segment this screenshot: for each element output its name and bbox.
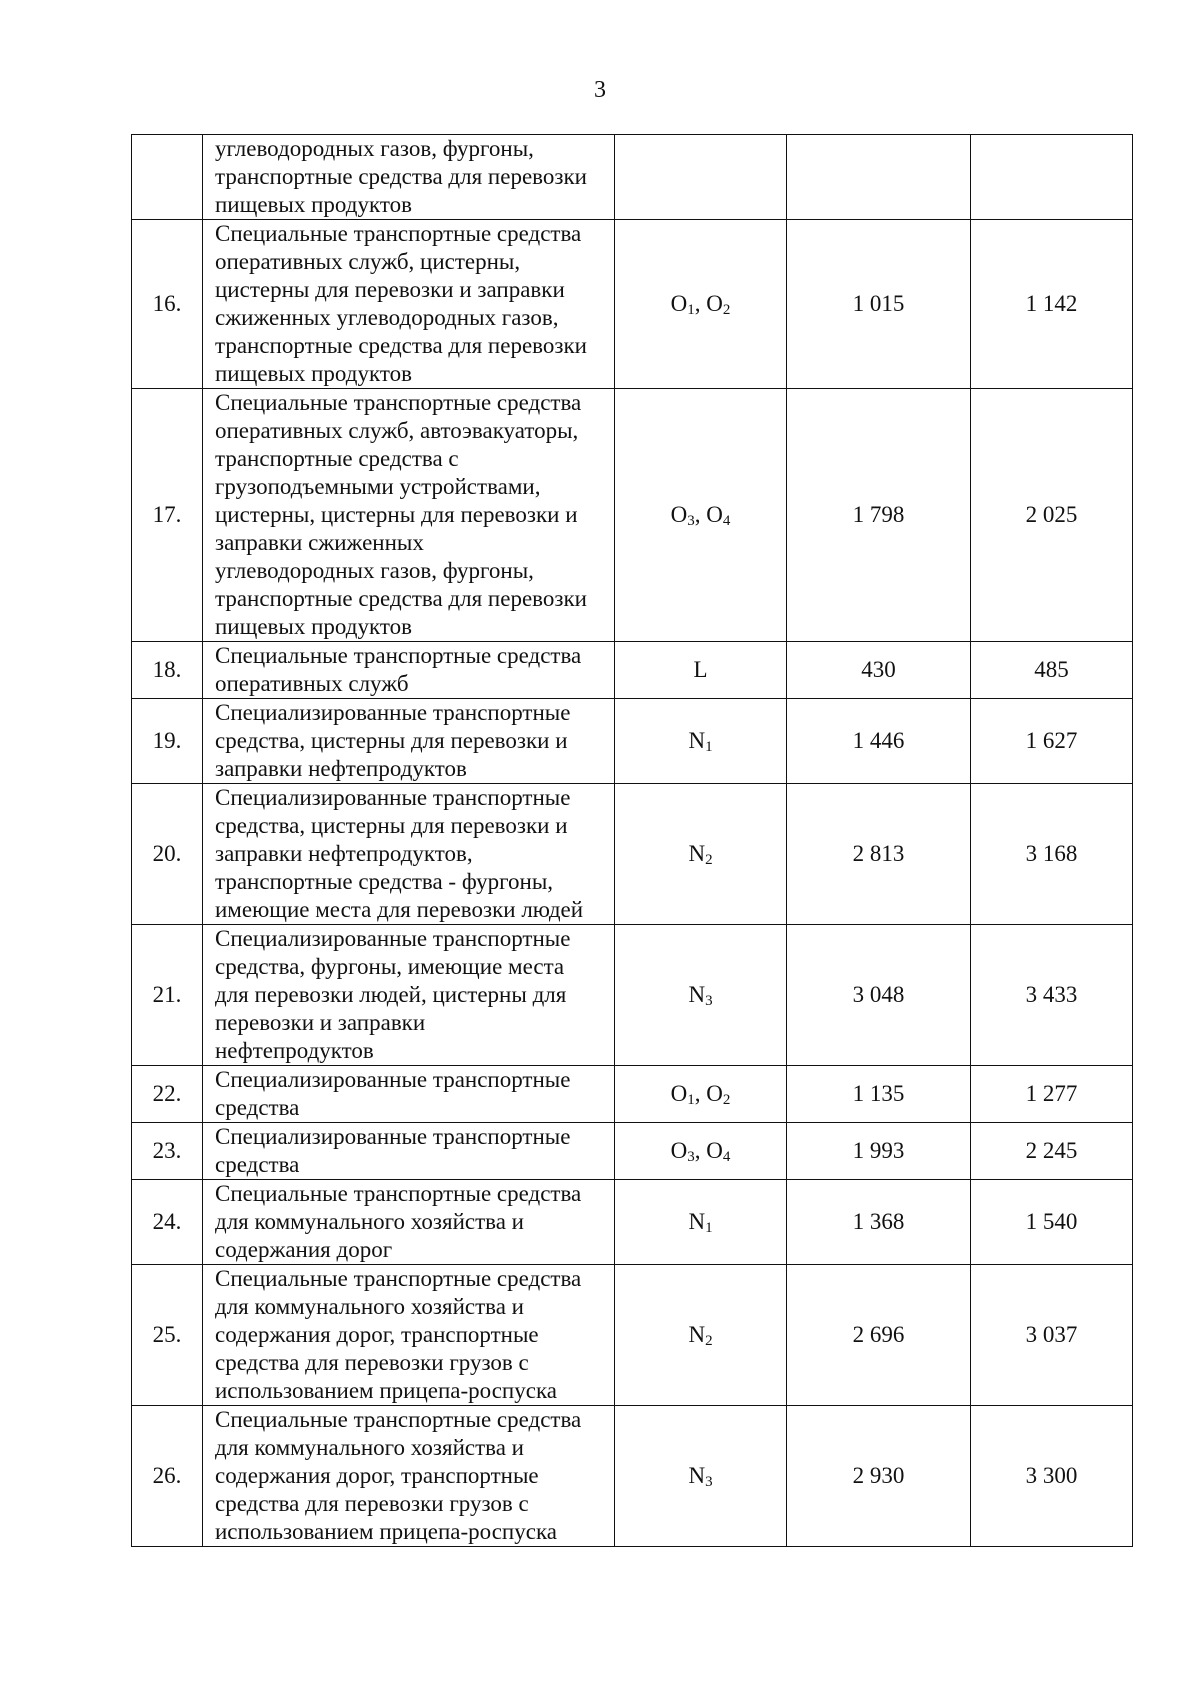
category-subscript: 1: [687, 302, 695, 318]
category-subscript: 1: [705, 739, 713, 755]
category-subscript: 2: [722, 302, 731, 318]
vehicle-type-cell: [203, 1123, 615, 1180]
category-subscript: 1: [705, 1220, 713, 1236]
table-row: [132, 1265, 1133, 1406]
vehicle-type-line: оперативных служб, цистерны,: [215, 249, 521, 274]
value-cell-1: 3 048: [787, 925, 971, 1066]
category-letter: N: [688, 982, 706, 1007]
value-cell-2: 2 245: [971, 1123, 1133, 1180]
vehicle-type-line: средства: [215, 1095, 300, 1120]
vehicle-type-cell: [203, 784, 615, 925]
value-cell-2: [971, 135, 1133, 220]
vehicle-type-line: средства, цистерны для перевозки и: [215, 728, 568, 753]
row-number-cell: [132, 135, 203, 220]
vehicle-type-line: заправки нефтепродуктов,: [215, 841, 473, 866]
value-cell-2: 2 025: [971, 389, 1133, 642]
vehicle-type-line: транспортные средства - фургоны,: [215, 869, 554, 894]
vehicle-type-line: транспортные средства для перевозки: [215, 333, 587, 358]
vehicle-type-cell: [203, 135, 615, 220]
row-number-cell: 16.: [132, 220, 203, 389]
vehicle-type-line: оперативных служб, автоэвакуаторы,: [215, 418, 579, 443]
category-letter: N: [688, 841, 706, 866]
category-letter: O: [670, 1081, 688, 1106]
value-cell-1: 1 015: [787, 220, 971, 389]
category-subscript: 4: [722, 1149, 731, 1165]
value-cell-1: 1 993: [787, 1123, 971, 1180]
category-cell: [615, 925, 787, 1066]
row-number-cell: 23.: [132, 1123, 203, 1180]
category-cell: [615, 135, 787, 220]
table-row: [132, 389, 1133, 642]
vehicle-type-line: Специализированные транспортные: [215, 700, 571, 725]
vehicle-type-line: средства, фургоны, имеющие места: [215, 954, 565, 979]
vehicle-type-line: оперативных служб: [215, 671, 409, 696]
category-letter: N: [688, 1463, 706, 1488]
value-cell-2: 3 037: [971, 1265, 1133, 1406]
vehicle-type-line: заправки сжиженных: [215, 530, 424, 555]
category-letter: O: [706, 1138, 723, 1163]
category-subscript: 3: [687, 513, 695, 529]
category-letter: O: [706, 1081, 723, 1106]
vehicle-type-line: Специальные транспортные средства: [215, 1407, 582, 1432]
table-row: [132, 699, 1133, 784]
vehicle-type-cell: [203, 1180, 615, 1265]
category-letter: O: [670, 502, 688, 527]
vehicle-type-line: цистерны для перевозки и заправки: [215, 277, 565, 302]
vehicle-type-line: Специальные транспортные средства: [215, 1181, 582, 1206]
vehicle-type-cell: [203, 1066, 615, 1123]
vehicle-type-cell: [203, 925, 615, 1066]
vehicle-type-line: Специализированные транспортные: [215, 926, 571, 951]
category-letter: O: [670, 291, 688, 316]
vehicle-type-line: Специальные транспортные средства: [215, 643, 582, 668]
category-subscript: 2: [705, 852, 713, 868]
table-row: [132, 1123, 1133, 1180]
vehicle-type-line: углеводородных газов, фургоны,: [215, 136, 534, 161]
vehicle-type-cell: [203, 642, 615, 699]
vehicle-type-line: Специализированные транспортные: [215, 785, 571, 810]
vehicle-type-line: содержания дорог: [215, 1237, 393, 1262]
value-cell-1: 1 446: [787, 699, 971, 784]
table-row: [132, 1066, 1133, 1123]
value-cell-2: 3 168: [971, 784, 1133, 925]
category-cell: [615, 1406, 787, 1547]
vehicle-type-line: сжиженных углеводородных газов,: [215, 305, 559, 330]
vehicle-type-line: нефтепродуктов: [215, 1038, 374, 1063]
category-cell: [615, 1265, 787, 1406]
category-subscript: 2: [722, 1092, 731, 1108]
vehicle-type-line: Специализированные транспортные: [215, 1067, 571, 1092]
table-row: [132, 925, 1133, 1066]
vehicle-type-line: Специальные транспортные средства: [215, 221, 582, 246]
category-letter: O: [670, 1138, 688, 1163]
table-row: [132, 784, 1133, 925]
vehicle-type-line: цистерны, цистерны для перевозки и: [215, 502, 578, 527]
category-subscript: 1: [687, 1092, 695, 1108]
vehicle-type-line: Специальные транспортные средства: [215, 390, 582, 415]
vehicle-type-line: перевозки и заправки: [215, 1010, 426, 1035]
category-cell: [615, 642, 787, 699]
category-letter: L: [693, 657, 708, 682]
vehicle-type-line: транспортные средства с: [215, 446, 459, 471]
vehicle-type-line: средства: [215, 1152, 300, 1177]
category-cell: $O_1$, $O_2$: [615, 1066, 787, 1123]
table-row: [132, 220, 1133, 389]
vehicle-type-line: для коммунального хозяйства и: [215, 1294, 524, 1319]
value-cell-1: 430: [787, 642, 971, 699]
vehicle-type-line: для перевозки людей, цистерны для: [215, 982, 567, 1007]
vehicle-type-line: пищевых продуктов: [215, 361, 412, 386]
value-cell-2: 1 627: [971, 699, 1133, 784]
category-cell: $O_1$, $O_2$: [615, 220, 787, 389]
vehicle-type-line: имеющие места для перевозки людей: [215, 897, 584, 922]
vehicle-type-cell: [203, 699, 615, 784]
category-letter: O: [706, 502, 723, 527]
page-number: 3: [594, 77, 606, 103]
value-cell-1: 1 368: [787, 1180, 971, 1265]
category-subscript: 3: [705, 1474, 713, 1490]
vehicle-type-line: для коммунального хозяйства и: [215, 1209, 524, 1234]
vehicle-type-line: Специализированные транспортные: [215, 1124, 571, 1149]
category-letter: N: [688, 728, 706, 753]
row-number-cell: 24.: [132, 1180, 203, 1265]
vehicle-type-cell: [203, 1265, 615, 1406]
category-cell: $O_3$, $O_4$: [615, 389, 787, 642]
value-cell-2: 3 300: [971, 1406, 1133, 1547]
value-cell-2: 485: [971, 642, 1133, 699]
value-cell-1: 2 930: [787, 1406, 971, 1547]
row-number-cell: 18.: [132, 642, 203, 699]
table-row: [132, 642, 1133, 699]
value-cell-1: 1 135: [787, 1066, 971, 1123]
category-letter: N: [688, 1322, 706, 1347]
row-number-cell: 19.: [132, 699, 203, 784]
value-cell-1: 2 813: [787, 784, 971, 925]
vehicle-type-cell: [203, 1406, 615, 1547]
vehicle-type-cell: [203, 220, 615, 389]
category-subscript: 4: [722, 513, 731, 529]
category-cell: $O_3$, $O_4$: [615, 1123, 787, 1180]
vehicle-type-line: средства для перевозки грузов с: [215, 1491, 529, 1516]
vehicle-type-line: пищевых продуктов: [215, 192, 412, 217]
vehicle-type-line: Специальные транспортные средства: [215, 1266, 582, 1291]
value-cell-1: 2 696: [787, 1265, 971, 1406]
vehicle-type-line: заправки нефтепродуктов: [215, 756, 467, 781]
vehicle-type-line: содержания дорог, транспортные: [215, 1322, 539, 1347]
row-number-cell: 22.: [132, 1066, 203, 1123]
category-subscript: 3: [687, 1149, 695, 1165]
vehicle-type-line: использованием прицепа-роспуска: [215, 1519, 557, 1544]
category-letter: O: [706, 291, 723, 316]
table-row: [132, 1180, 1133, 1265]
vehicle-type-cell: [203, 389, 615, 642]
category-subscript: 2: [705, 1333, 713, 1349]
row-number-cell: 21.: [132, 925, 203, 1066]
value-cell-2: 1 142: [971, 220, 1133, 389]
vehicle-type-line: грузоподъемными устройствами,: [215, 474, 541, 499]
vehicle-type-line: использованием прицепа-роспуска: [215, 1378, 557, 1403]
category-cell: [615, 699, 787, 784]
vehicle-type-line: для коммунального хозяйства и: [215, 1435, 524, 1460]
vehicle-type-line: пищевых продуктов: [215, 614, 412, 639]
vehicle-type-line: транспортные средства для перевозки: [215, 586, 587, 611]
category-letter: N: [688, 1209, 706, 1234]
value-cell-1: 1 798: [787, 389, 971, 642]
table-body: [132, 135, 1133, 1547]
vehicle-type-line: средства, цистерны для перевозки и: [215, 813, 568, 838]
row-number-cell: 25.: [132, 1265, 203, 1406]
row-number-cell: 26.: [132, 1406, 203, 1547]
tariff-table: [131, 134, 1133, 1547]
category-subscript: 3: [705, 993, 713, 1009]
table-row: [132, 135, 1133, 220]
row-number-cell: 20.: [132, 784, 203, 925]
row-number-cell: 17.: [132, 389, 203, 642]
vehicle-type-line: средства для перевозки грузов с: [215, 1350, 529, 1375]
value-cell-2: 1 277: [971, 1066, 1133, 1123]
category-cell: [615, 784, 787, 925]
value-cell-1: [787, 135, 971, 220]
vehicle-type-line: транспортные средства для перевозки: [215, 164, 587, 189]
vehicle-type-line: углеводородных газов, фургоны,: [215, 558, 534, 583]
table-row: [132, 1406, 1133, 1547]
category-cell: [615, 1180, 787, 1265]
vehicle-type-line: содержания дорог, транспортные: [215, 1463, 539, 1488]
value-cell-2: 1 540: [971, 1180, 1133, 1265]
value-cell-2: 3 433: [971, 925, 1133, 1066]
